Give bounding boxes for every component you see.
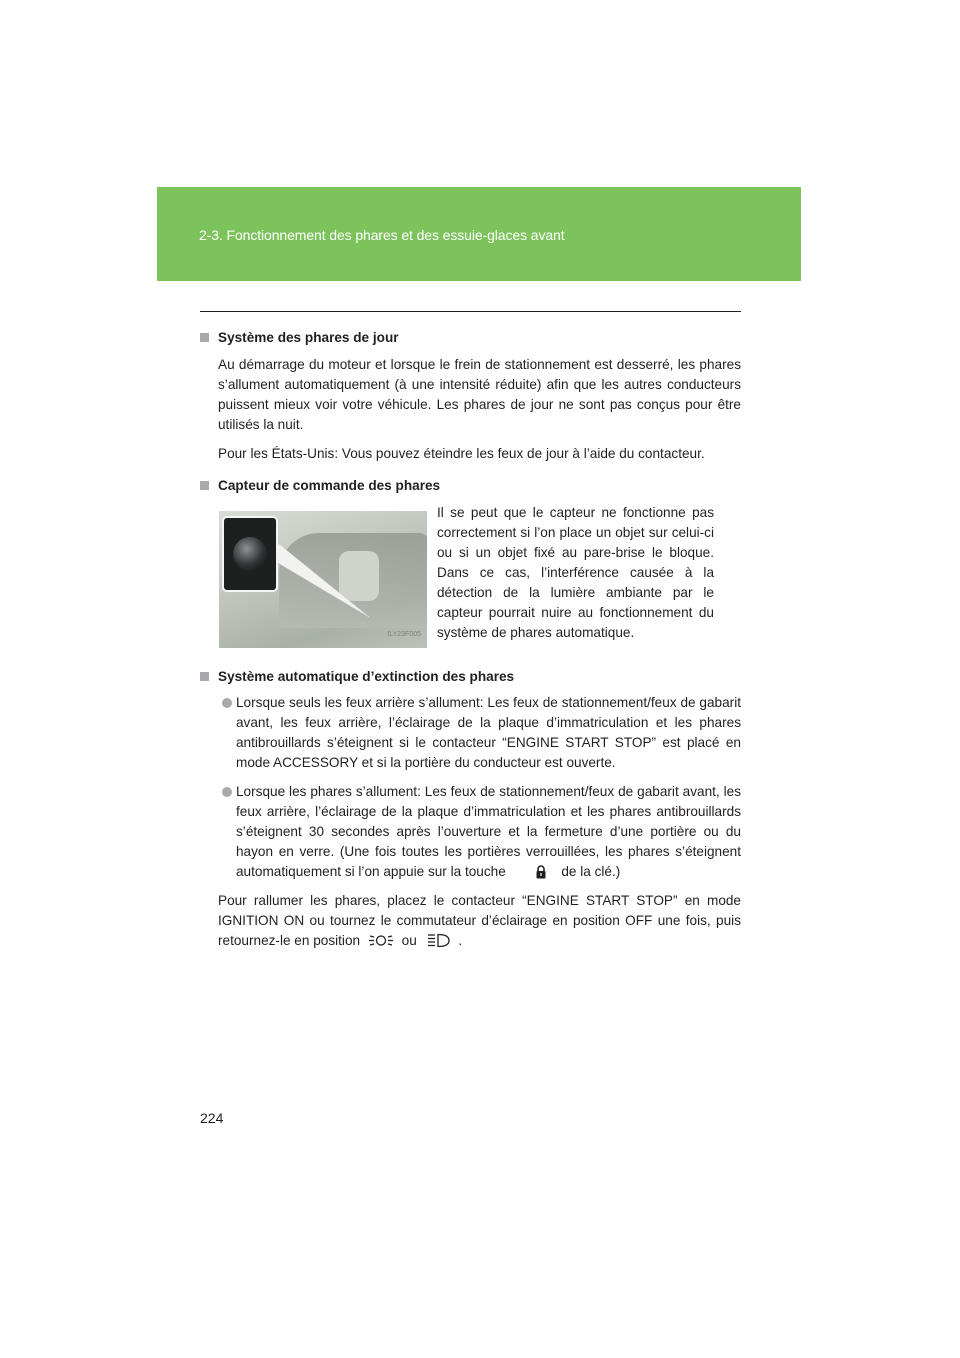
section-divider bbox=[200, 311, 741, 312]
sensor-figure-row bbox=[200, 505, 741, 657]
round-bullet-icon bbox=[222, 787, 232, 797]
section-heading-auto-off: Système automatique d’extinction des phares bbox=[200, 667, 741, 687]
square-bullet-icon bbox=[200, 481, 209, 490]
chapter-title: 2-3. Fonctionnement des phares et des essuie-glaces avant bbox=[199, 227, 565, 243]
square-bullet-icon bbox=[200, 333, 209, 342]
paragraph-relight: Pour rallumer les phares, placez le contacteur “ENGINE START STOP” en mode IGNITION ON ou tournez le commutateur d’éclairage en position OFF une fois, puis retournez-le en position ou . bbox=[218, 893, 741, 948]
figure-code: ILY23F005 bbox=[387, 631, 421, 638]
paragraph-us-note: Pour les États-Unis: Vous pouvez éteindre les feux de jour à l’aide du contacteur. bbox=[218, 446, 705, 461]
light-sensor-icon bbox=[233, 537, 267, 571]
parking-lights-icon bbox=[368, 933, 394, 948]
section-heading-sensor: Capteur de commande des phares bbox=[200, 476, 741, 496]
bullet-tail-lights: Lorsque seuls les feux arrière s’allument: Les feux de stationnement/feux de gabarit avant, les feux arrière, l’éclairage de la plaque d’immatriculation et les phares antibrouillards s’éteignent si le contacteur “ENGINE START STOP” est placé en mode ACCESSORY et si la portière du conducteur est ouverte. bbox=[236, 693, 741, 773]
square-bullet-icon bbox=[200, 672, 209, 681]
bullet-headlights: Lorsque les phares s’allument: Les feux de stationnement/feux de gabarit avant, les feux arrière, l’éclairage de la plaque d’immatriculation et les phares antibrouillards s’éteignent 30 secondes après l’ouverture et la fermeture d’une portière ou du hayon en verre. (Une fois toutes les portières verrouillées, les phares s’éteignent automatiquement si l’on appuie sur la touche de la clé.) bbox=[236, 782, 741, 882]
headlights-icon bbox=[425, 933, 451, 948]
chapter-header-bar bbox=[157, 187, 801, 281]
sensor-description: Il se peut que le capteur ne fonctionne pas correctement si l’on place un objet sur celui-ci ou si un objet fixé au pare-brise le bloque. Dans ce cas, l’interférence causée à la détection de la lumière ambiante par le capteur pourrait nuire au fonctionnement du système de phares automatique. bbox=[437, 505, 714, 640]
lock-icon bbox=[514, 864, 554, 879]
page-content bbox=[200, 328, 741, 951]
sensor-closeup-inset bbox=[222, 516, 278, 592]
paragraph-daytime-lights: Au démarrage du moteur et lorsque le frein de stationnement est desserré, les phares s’allument automatiquement (à une intensité réduite) afin que les autres conducteurs puissent mieux voir votre véhicule. Les phares de jour ne sont pas conçus pour être utilisés la nuit. bbox=[218, 357, 741, 432]
round-bullet-icon bbox=[222, 698, 232, 708]
sensor-photo bbox=[219, 511, 427, 648]
page-number: 224 bbox=[200, 1110, 224, 1126]
section-heading-daytime-lights: Système des phares de jour bbox=[200, 328, 741, 348]
